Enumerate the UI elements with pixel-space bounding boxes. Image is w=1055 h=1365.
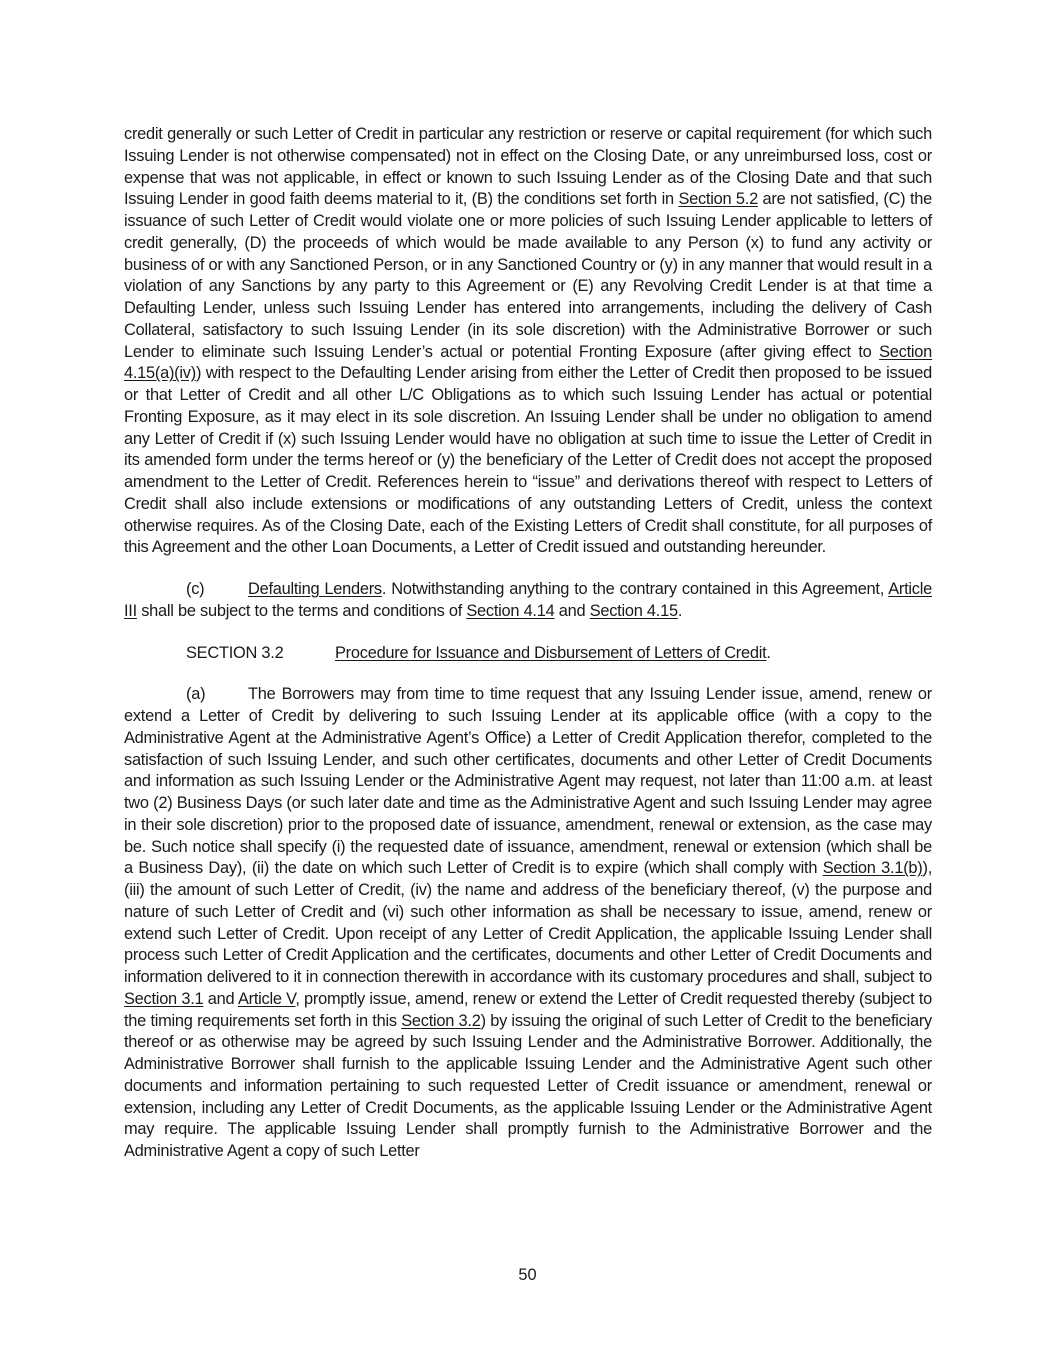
clause-label: (a) — [186, 685, 206, 704]
text: ) by issuing the original of such Letter of Credit to the beneficiary thereof or as otherwise may be agreed by such Issuing Lender and the Administrative Borrower. Additionally, the Administrative Borrower shall furnish to the applicable Issuing Lender and the Administrative Agent such other documents and information pertaining to such requested Letter of Credit issuance or amendment, renewal or extension, including any Letter of Credit Documents, as the applicable Issuing Lender or the Administrative Agent may require. The applicable Issuing Lender shall promptly furnish to the Administrative Borrower and the Administrative Agent a copy of such Letter — [124, 1011, 933, 1160]
text: and — [554, 601, 590, 620]
text: . — [677, 601, 683, 620]
cross-reference-link: Section 4.15 — [589, 601, 678, 620]
text: and — [203, 989, 238, 1008]
document-page — [124, 124, 932, 1163]
text: . Notwithstanding anything to the contrary contained in this Agreement, — [381, 580, 889, 598]
cross-reference-link: Article V — [237, 989, 296, 1008]
section-heading — [124, 643, 932, 665]
paragraph-a — [124, 684, 932, 1163]
text: , promptly issue, amend, renew or extend the Letter of Credit requested thereby (subject to the timing requirements set forth in this — [124, 989, 933, 1030]
section-title-end: . — [766, 643, 771, 662]
paragraph-continuation — [124, 124, 932, 559]
cross-reference-link: Article III — [124, 580, 933, 620]
section-number: SECTION 3.2 — [186, 643, 284, 662]
text: ), (iii) the amount of such Letter of Credit, (iv) the name and address of the beneficiary thereof, (v) the purpose and nature of such Letter of Credit and (vi) such other information as shall be necessary to issue, amend, renew or extend such Letter of Credit. Upon receipt of any Letter of Credit Application, the applicable Issuing Lender shall process such Letter of Credit Application and the certificates, documents and other Letter of Credit Documents and information delivered to it in connection therewith in accordance with its customary procedures and shall, subject to — [124, 859, 932, 986]
text: The Borrowers may from time to time request that any Issuing Lender issue, amend, renew or extend a Letter of Credit by delivering to such Issuing Lender at its applicable office (with a copy to the Administrative Agent at the Administrative Agent’s Office) a Letter of Credit Application therefor, completed to the satisfaction of such Issuing Lender, and such other certificates, documents and other Letter of Credit Documents and information as such Issuing Lender or the Administrative Agent may request, not later than 11:00 a.m. at least two (2) Business Days (or such later date and time as the Administrative Agent and such Issuing Lender may agree in their sole discretion) prior to the proposed date of issuance, amendment, renewal or extension, as the case may be. Such notice shall specify (i) the requested date of issuance, amendment, renewal or extension (which shall be a Business Day), (ii) the date on which such Letter of Credit is to expire (which shall comply with — [124, 685, 932, 878]
cross-reference-link: Section 3.1 — [124, 989, 204, 1008]
cross-reference-link: Section 4.15(a)(iv) — [124, 342, 932, 383]
text: credit generally or such Letter of Credit in particular any restriction or reserve or capital requirement (for which such Issuing Lender is not otherwise compensated) not in effect on the Closing Date, or any unreimbursed loss, cost or expense that was not applicable, in effect or known to such Issuing Lender as of the Closing Date and that such Issuing Lender in good faith deems material to it, (B) the conditions set forth in — [124, 125, 932, 209]
text: ) with respect to the Defaulting Lender arising from either the Letter of Credit then proposed to be issued or that Letter of Credit and all other L/C Obligations as to which such Issuing Lender has actual or potential Fronting Exposure, as it may elect in its sole discretion. An Issuing Lender shall be under no obligation to amend any Letter of Credit if (x) such Issuing Lender would have no obligation at such time to issue the Letter of Credit in its amended form under the terms hereof or (y) the beneficiary of the Letter of Credit does not accept the proposed amendment to the Letter of Credit. References herein to “issue” and derivations thereof with respect to Letters of Credit shall also include extensions or modifications of any outstanding Letters of Credit, unless the context otherwise requires. As of the Closing Date, each of the Existing Letters of Credit shall constitute, for all purposes of this Agreement and the other Loan Documents, a Letter of Credit issued and outstanding hereunder. — [124, 364, 932, 557]
cross-reference-link: Section 3.2 — [401, 1011, 481, 1030]
cross-reference-link: Section 5.2 — [678, 190, 758, 209]
clause-heading: Defaulting Lenders — [248, 580, 382, 598]
text: are not satisfied, (C) the issuance of such Letter of Credit would violate one or more policies of such Issuing Lender applicable to letters of credit generally, (D) the proceeds of which would be made available to any Person (x) to fund any activity or business of or with any Sanctioned Person, or in any Sanctioned Country or (y) in any manner that would result in a violation of any Sanctions by any party to this Agreement or (E) any Revolving Credit Lender is at that time a Defaulting Lender, unless such Issuing Lender has entered into arrangements, including the delivery of Cash Collateral, satisfactory to such Issuing Lender (in its sole discretion) with the Administrative Borrower or such Lender to eliminate such Issuing Lender’s actual or potential Fronting Exposure (after giving effect to — [124, 190, 932, 361]
text: shall be subject to the terms and conditions of — [136, 601, 467, 620]
page-number: 50 — [518, 1266, 537, 1284]
cross-reference-link: Section 3.1(b) — [822, 859, 923, 878]
cross-reference-link: Section 4.14 — [466, 601, 555, 620]
paragraph-c — [124, 579, 932, 623]
section-title: Procedure for Issuance and Disbursement of Letters of Credit — [335, 643, 767, 662]
clause-label: (c) — [186, 580, 205, 598]
